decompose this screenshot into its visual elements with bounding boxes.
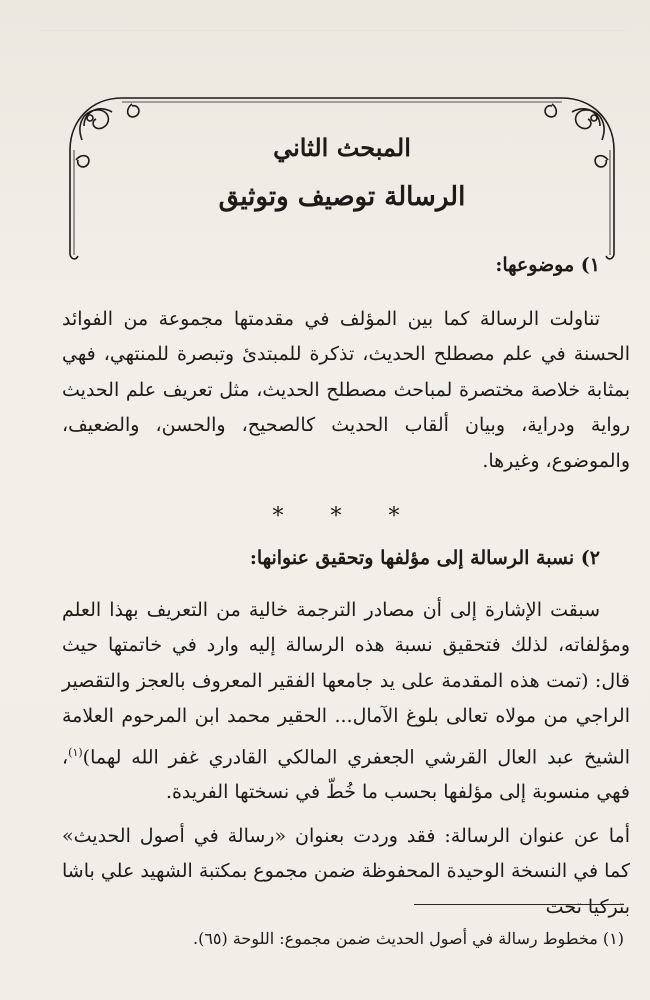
section2-paragraph2: أما عن عنوان الرسالة: فقد وردت بعنوان «رسالة في أصول الحديث» كما في النسخة الوحيدة المحفوظة ضمن مجموع بمكتبة الشهيد علي باشا بتركيا تحت (62, 824, 630, 918)
section2-paragraph1-main: سبقت الإشارة إلى أن مصادر الترجمة خالية من التعريف بهذا العلم ومؤلفاته، لذلك فتحقيق نسبة هذه الرسالة إليه وارد في خاتمتها حيث قال: (تمت هذه المقدمة على يد جامعها الفقير المعروف بالعجز والتقصير الراجي من مولاه تعالى بلوغ الآمال... الحقير محمد ابن المرحوم العلامة الشيخ عبد العال القرشي الجعفري المالكي القادري غفر الله لهما) (62, 598, 630, 768)
section2-paragraph1 (62, 593, 630, 811)
section1-heading: ١) موضوعها: (495, 254, 600, 276)
body-text (62, 248, 630, 925)
footnote-separator (414, 904, 624, 905)
section2-paragraph1-end: ، فهي منسوبة إلى مؤلفها بحسب ما خُطّ في نسختها الفريدة. (62, 745, 630, 804)
footnote: (١) مخطوط رسالة في أصول الحديث ضمن مجموع: اللوحة (٦٥). (193, 929, 624, 948)
section1-paragraph: تناولت الرسالة كما بين المؤلف في مقدمتها مجموعة من الفوائد الحسنة في علم مصطلح الحديث، تذكرة للمبتدئ وتبصرة للمنتهي، فهي بمثابة خلاصة مختصرة لمباحث مصطلح الحديث، مثل تعريف علم الحديث رواية ودراية، وبيان ألقاب الحديث كالصحيح، والحسن، والضعيف، والموضوع، وغيرها. (62, 307, 630, 472)
section-subtitle: الرسالة توصيف وتوثيق (218, 182, 466, 212)
section2-heading: ٢) نسبة الرسالة إلى مؤلفها وتحقيق عنوانها: (249, 547, 600, 569)
section-divider-stars: * * * (272, 504, 420, 529)
title-block (62, 128, 622, 220)
footnote-ref[interactable]: (١) (68, 745, 83, 759)
section-title: المبحث الثاني (273, 133, 411, 162)
page-header-band (40, 30, 625, 71)
